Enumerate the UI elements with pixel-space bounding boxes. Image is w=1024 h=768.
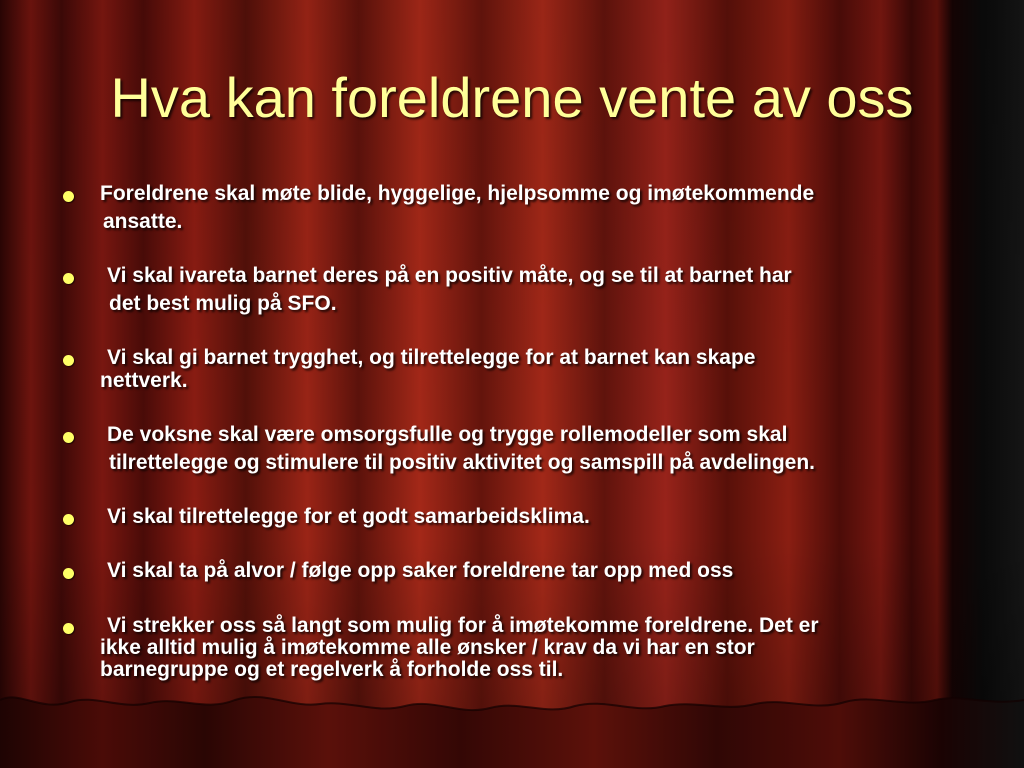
bullet-line: ansatte. <box>103 210 183 233</box>
bullet-line: De voksne skal være omsorgsfulle og trygge rollemodeller som skal <box>107 423 788 446</box>
bullet-dot-icon <box>63 623 74 634</box>
bullet-line: ikke alltid mulig å imøtekomme alle ønsker / krav da vi har en stor <box>100 636 755 659</box>
bullet-line: Vi strekker oss så langt som mulig for å imøtekomme foreldrene. Det er <box>107 614 819 637</box>
bullet-line: barnegruppe og et regelverk å forholde oss til. <box>100 658 564 681</box>
bullet-dot-icon <box>63 355 74 366</box>
bullet-line: Foreldrene skal møte blide, hyggelige, hjelpsomme og imøtekommende <box>100 182 815 205</box>
bullet-line: det best mulig på SFO. <box>109 292 337 315</box>
slide-title: Hva kan foreldrene vente av oss <box>110 66 914 129</box>
bullet-dot-icon <box>63 568 74 579</box>
bullet-dot-icon <box>63 273 74 284</box>
bullet-line: tilrettelegge og stimulere til positiv aktivitet og samspill på avdelingen. <box>109 451 816 474</box>
bullet-line: Vi skal ta på alvor / følge opp saker foreldrene tar opp med oss <box>107 559 734 582</box>
bullet-line: Vi skal gi barnet trygghet, og tilrettelegge for at barnet kan skape <box>107 346 756 369</box>
bullet-dot-icon <box>63 514 74 525</box>
bullet-dot-icon <box>63 191 74 202</box>
bullet-line: Vi skal ivareta barnet deres på en positiv måte, og se til at barnet har <box>107 264 792 287</box>
bullet-line: nettverk. <box>100 369 188 392</box>
bullet-line: Vi skal tilrettelegge for et godt samarbeidsklima. <box>107 505 590 528</box>
bullet-dot-icon <box>63 432 74 443</box>
